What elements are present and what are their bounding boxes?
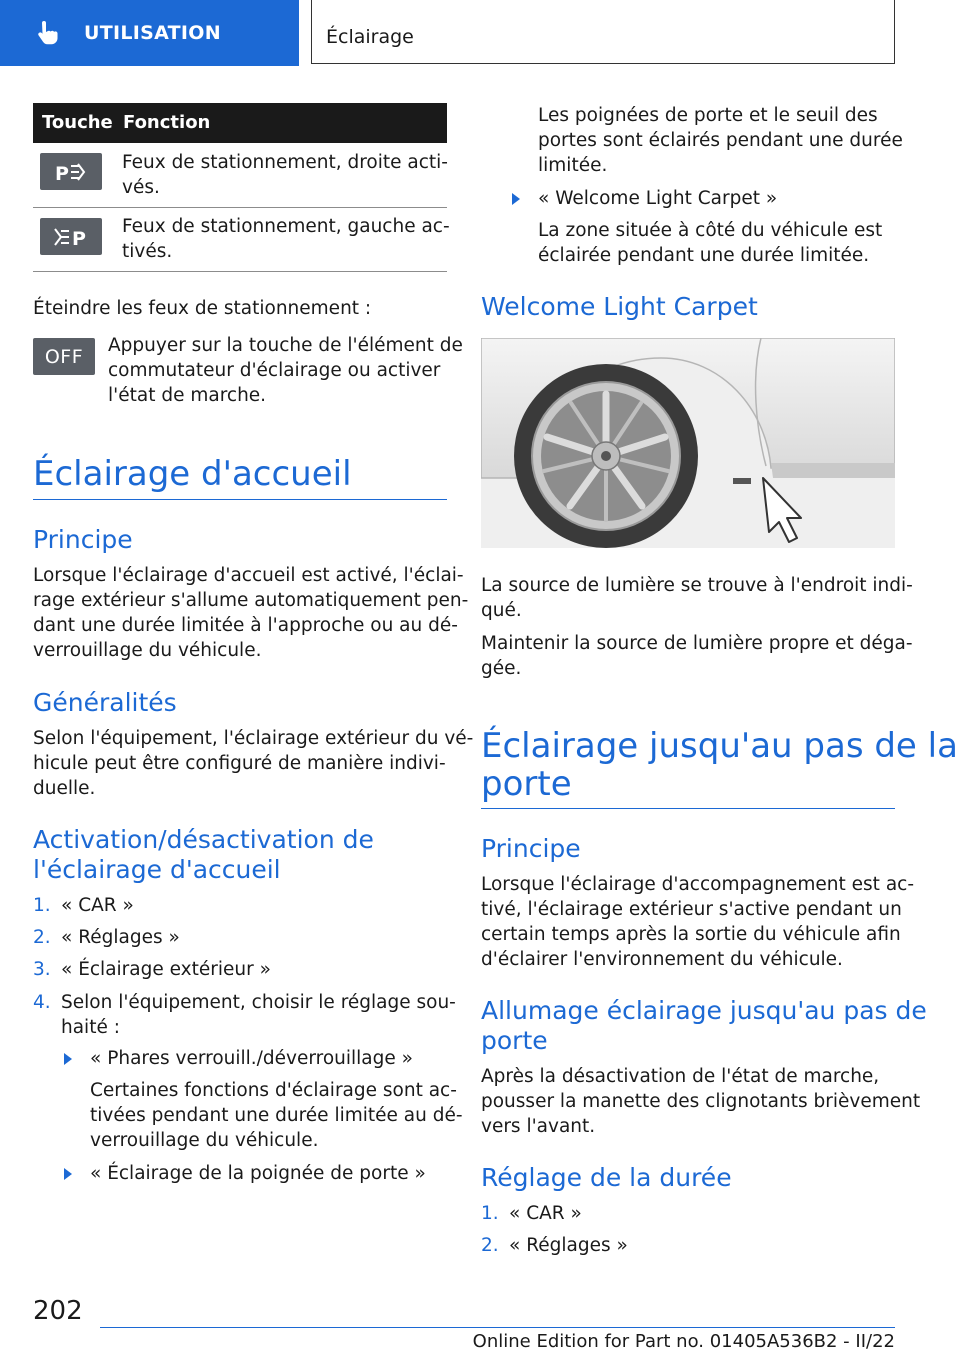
step-text: « CAR » xyxy=(61,895,134,916)
table-header xyxy=(33,103,447,143)
principe-line-3: dant une durée limitée à l'approche ou au dé- xyxy=(33,615,458,636)
parking-light-right-button xyxy=(40,153,102,190)
chapter-title: Éclairage xyxy=(326,26,414,48)
step-text: « CAR » xyxy=(509,1203,582,1224)
heading-reglage-duree: Réglage de la durée xyxy=(481,1163,732,1192)
heading-rule xyxy=(33,499,447,500)
off-intro: Éteindre les feux de stationnement : xyxy=(33,298,372,319)
footer-rule xyxy=(100,1327,895,1328)
poignee-desc-2: portes sont éclairés pendant une durée xyxy=(538,130,903,151)
wlc-desc-2: éclairée pendant une durée limitée. xyxy=(538,245,870,266)
step-number: 2. xyxy=(481,1235,499,1256)
row-2-function-2: tivés. xyxy=(122,241,173,262)
principe-line-2: rage extérieur s'allume automatiquement pen- xyxy=(33,590,469,611)
bullet-phares-desc-3: verrouillage du véhicule. xyxy=(90,1130,319,1151)
heading-principe-right: Principe xyxy=(481,834,581,863)
principe-line-1: Lorsque l'éclairage d'accueil est activé, l'éclai- xyxy=(33,565,464,586)
bullet-triangle-icon xyxy=(64,1053,72,1065)
hand-pointer-icon xyxy=(34,19,62,47)
footer-edition: Online Edition for Part no. 01405A536B2 - II/22 xyxy=(472,1331,895,1352)
heading-rule xyxy=(481,808,895,809)
table-divider xyxy=(33,207,447,208)
col-touche: Touche xyxy=(42,112,113,133)
step-text-cont: haité : xyxy=(61,1017,120,1038)
step-number: 4. xyxy=(33,992,51,1013)
step-number: 3. xyxy=(33,959,51,980)
section-tab[interactable] xyxy=(0,0,299,66)
step-number: 1. xyxy=(33,895,51,916)
poignee-desc-3: limitée. xyxy=(538,155,608,176)
off-label: OFF xyxy=(44,345,84,368)
wlc-desc-1: La zone située à côté du véhicule est xyxy=(538,220,883,241)
bullet-phares-desc-2: tivées pendant une durée limitée au dé- xyxy=(90,1105,463,1126)
heading-activation-1: Activation/désactivation de xyxy=(33,825,374,854)
source-line-1: La source de lumière se trouve à l'endroit indi- xyxy=(481,575,913,596)
heading-activation-2: l'éclairage d'accueil xyxy=(33,855,281,884)
principe-line-4: verrouillage du véhicule. xyxy=(33,640,262,661)
step-number: 2. xyxy=(33,927,51,948)
page-number: 202 xyxy=(33,1296,83,1326)
row-1-function-1: Feux de stationnement, droite acti- xyxy=(122,152,448,173)
row-1-function-2: vés. xyxy=(122,177,160,198)
allumage-line-1: Après la désactivation de l'état de marche, xyxy=(481,1066,880,1087)
heading-allumage-1: Allumage éclairage jusqu'au pas de xyxy=(481,996,927,1025)
section-label: UTILISATION xyxy=(84,22,221,44)
principe-right-4: d'éclairer l'environnement du véhicule. xyxy=(481,949,843,970)
principe-right-2: tivé, l'éclairage extérieur s'active pendant un xyxy=(481,899,902,920)
bullet-phares: « Phares verrouill./déverrouillage » xyxy=(90,1048,413,1069)
step-text: « Éclairage extérieur » xyxy=(61,959,271,980)
parking-light-left-icon xyxy=(51,225,91,249)
generalites-line-3: duelle. xyxy=(33,778,96,799)
off-desc-2: commutateur d'éclairage ou activer xyxy=(108,360,441,381)
generalites-line-1: Selon l'équipement, l'éclairage extérieur du vé- xyxy=(33,728,474,749)
off-desc-1: Appuyer sur la touche de l'élément de xyxy=(108,335,463,356)
poignee-desc-1: Les poignées de porte et le seuil des xyxy=(538,105,878,126)
step-text: « Réglages » xyxy=(509,1235,628,1256)
allumage-line-3: vers l'avant. xyxy=(481,1116,596,1137)
heading-generalites: Généralités xyxy=(33,688,177,717)
col-fonction: Fonction xyxy=(123,112,211,133)
step-text: Selon l'équipement, choisir le réglage sou- xyxy=(61,992,456,1013)
clean-line-1: Maintenir la source de lumière propre et déga- xyxy=(481,633,913,654)
row-2-function-1: Feux de stationnement, gauche ac- xyxy=(122,216,450,237)
heading-allumage-2: porte xyxy=(481,1026,548,1055)
chapter-title-box xyxy=(311,0,895,64)
source-line-2: qué. xyxy=(481,600,522,621)
off-desc-3: l'état de marche. xyxy=(108,385,267,406)
bullet-wlc: « Welcome Light Carpet » xyxy=(538,188,778,209)
clean-line-2: gée. xyxy=(481,658,522,679)
off-button xyxy=(33,338,95,375)
heading-welcome-light-carpet: Welcome Light Carpet xyxy=(481,292,758,321)
parking-light-left-button xyxy=(40,218,102,255)
car-wheel-illustration xyxy=(481,338,895,548)
bullet-triangle-icon xyxy=(512,193,520,205)
bullet-triangle-icon xyxy=(64,1168,72,1180)
heading-principe: Principe xyxy=(33,525,133,554)
svg-text:P: P xyxy=(55,162,69,184)
parking-light-right-icon xyxy=(51,160,91,184)
bullet-phares-desc-1: Certaines fonctions d'éclairage sont ac- xyxy=(90,1080,457,1101)
bullet-poignee: « Éclairage de la poignée de porte » xyxy=(90,1163,426,1184)
heading-eclairage-accueil: Éclairage d'accueil xyxy=(33,454,352,494)
generalites-line-2: hicule peut être configuré de manière indivi- xyxy=(33,753,446,774)
principe-right-3: certain temps après la sortie du véhicule afin xyxy=(481,924,901,945)
svg-text:P: P xyxy=(72,227,86,249)
allumage-line-2: pousser la manette des clignotants brièvement xyxy=(481,1091,921,1112)
step-text: « Réglages » xyxy=(61,927,180,948)
step-number: 1. xyxy=(481,1203,499,1224)
heading-pas-de-porte-2: porte xyxy=(481,764,572,804)
table-bottom-rule xyxy=(33,271,447,272)
principe-right-1: Lorsque l'éclairage d'accompagnement est ac- xyxy=(481,874,914,895)
heading-pas-de-porte-1: Éclairage jusqu'au pas de la xyxy=(481,726,958,766)
